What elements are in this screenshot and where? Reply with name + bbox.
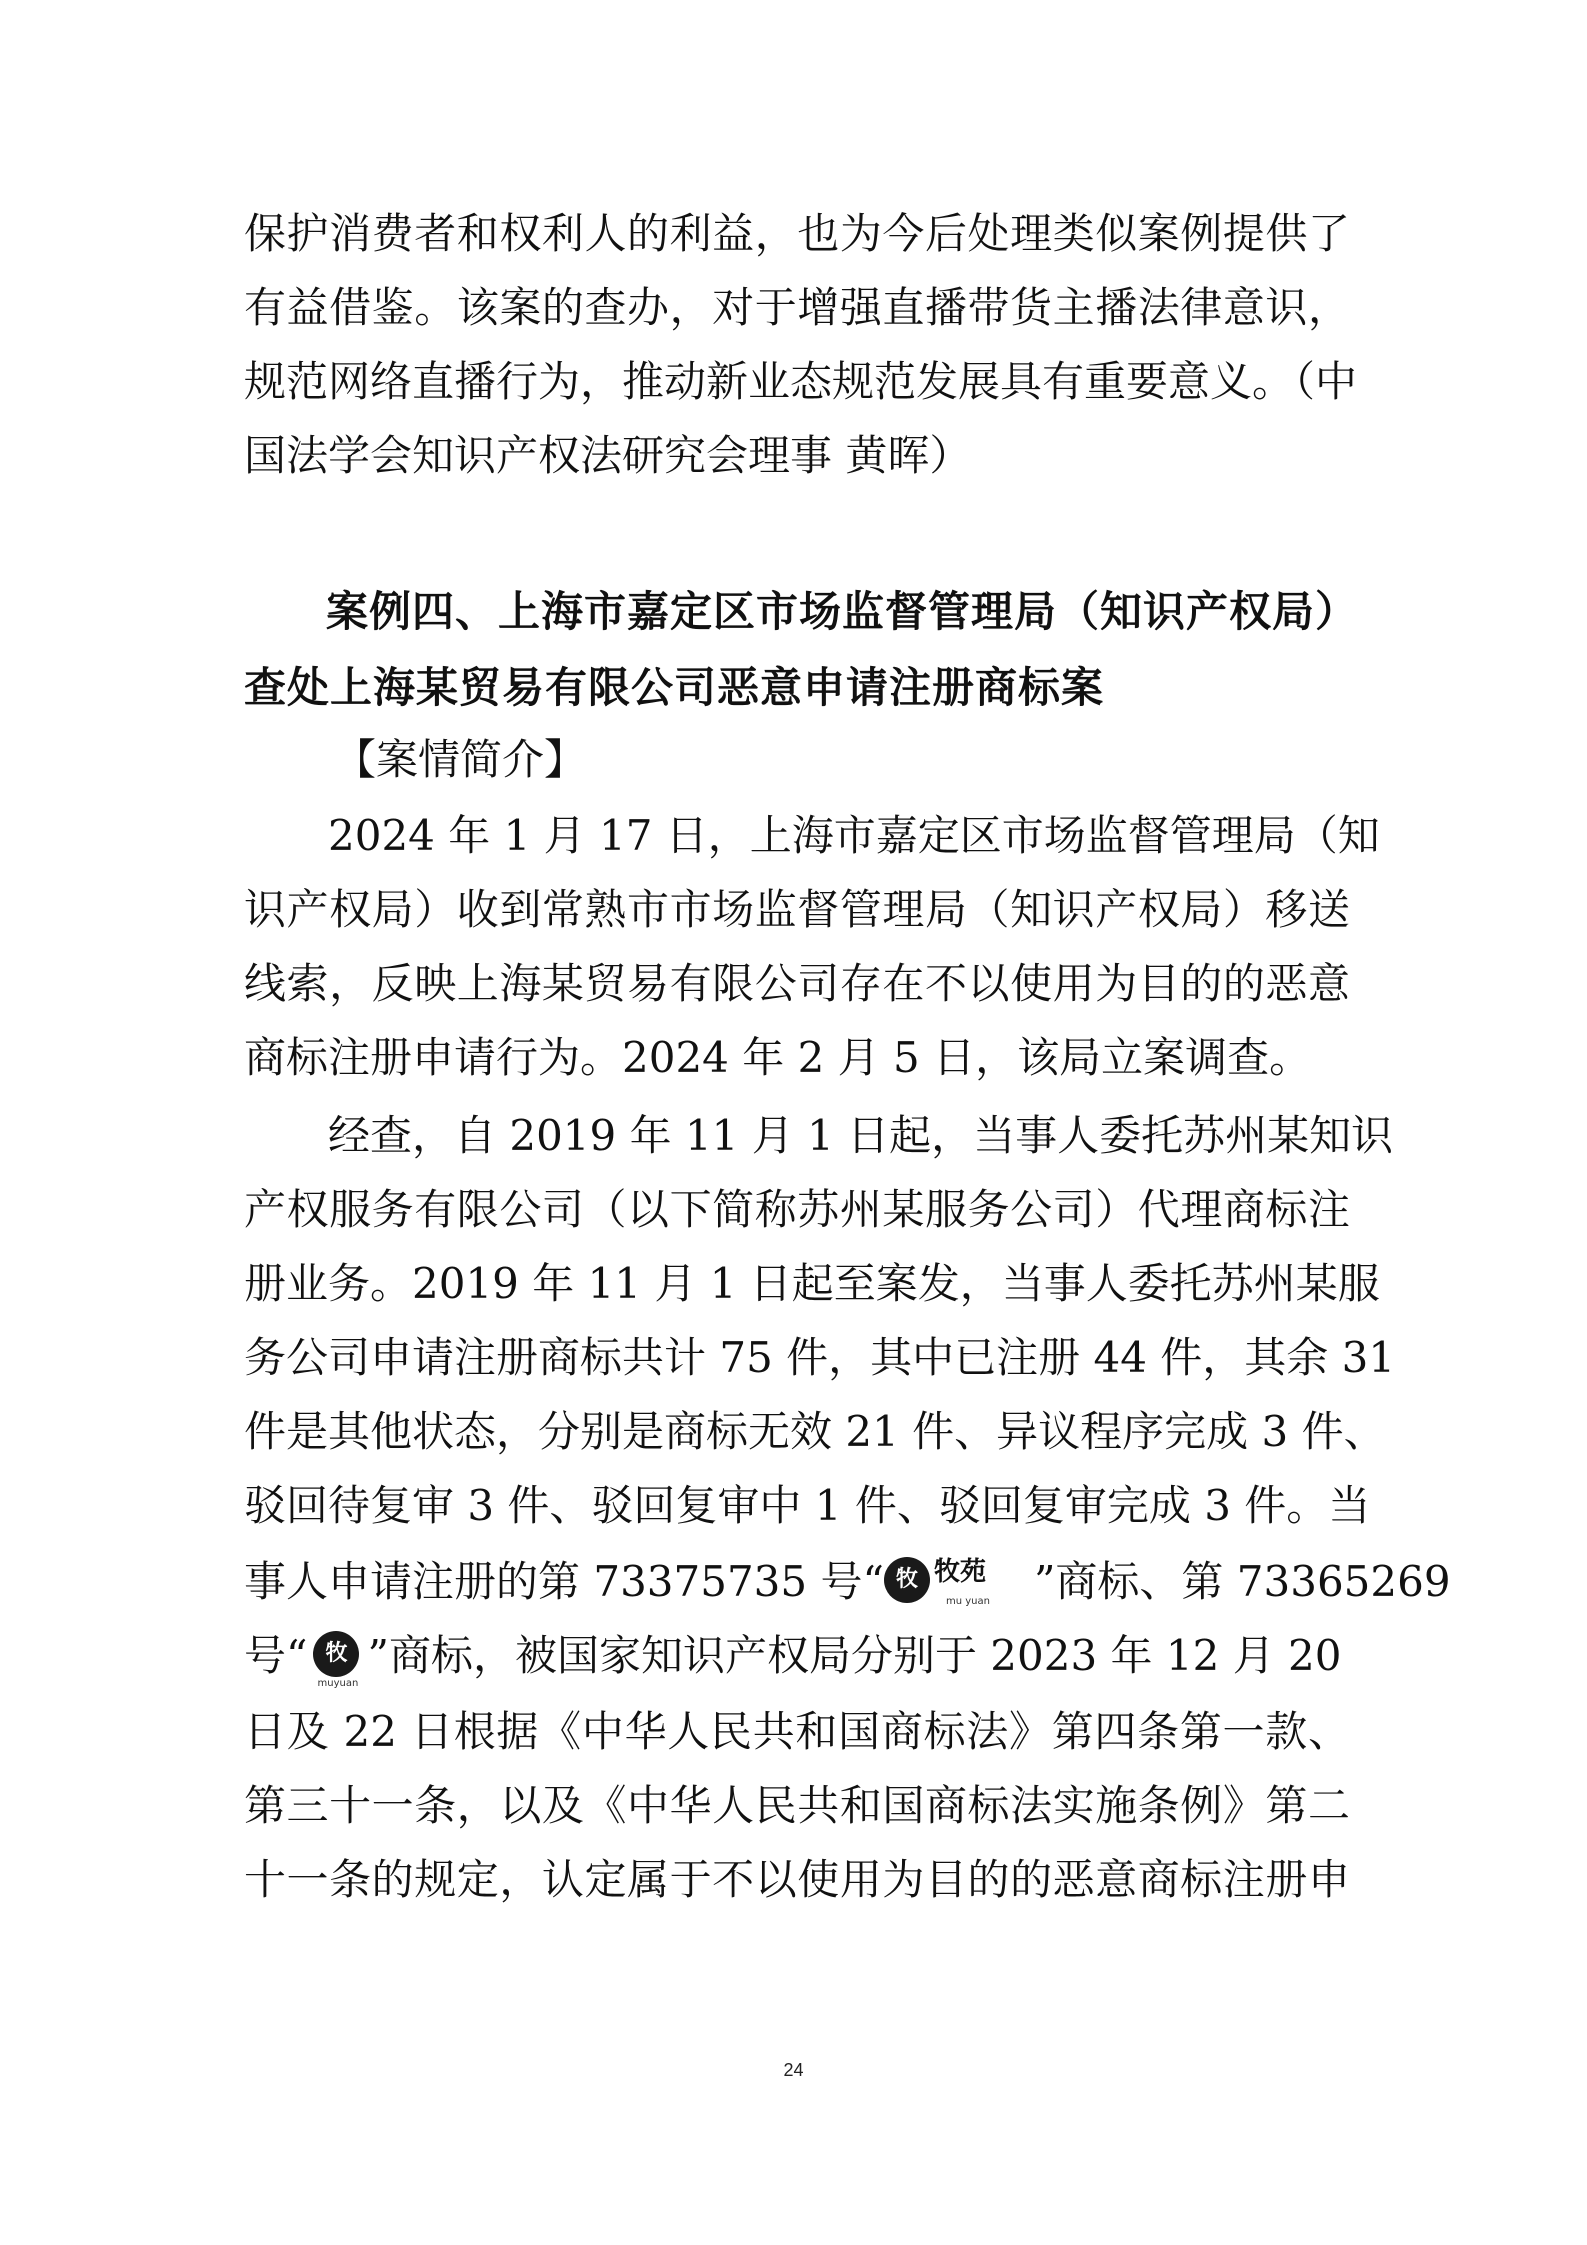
section-label: 【案情简介】 [334,735,587,784]
trademark-line-2-before: 号“ [244,1631,308,1680]
para2-line-2: 产权服务有限公司（以下简称苏州某服务公司）代理商标注 [244,1185,1350,1234]
mu-seal-icon: 牧 [313,1631,359,1677]
para1-line-4: 商标注册申请行为。2024 年 2 月 5 日，该局立案调查。 [244,1033,1312,1082]
para2-line-3: 册业务。2019 年 11 月 1 日起至案发，当事人委托苏州某服 [244,1259,1380,1308]
continuation-line-4: 国法学会知识产权法研究会理事 黄晖） [244,431,972,480]
para1-line-3: 线索，反映上海某贸易有限公司存在不以使用为目的的恶意 [244,959,1350,1008]
trademark-line-1-before: 事人申请注册的第 73375735 号“ [244,1557,884,1606]
trademark-line-2 [244,1626,1342,1689]
trademark-line-1-after: ”商标、第 73365269 [1033,1557,1451,1606]
mu-seal-icon: 牧 [884,1557,930,1603]
continuation-line-1: 保护消费者和权利人的利益，也为今后处理类似案例提供了 [244,209,1350,258]
para1-line-2: 识产权局）收到常熟市市场监督管理局（知识产权局）移送 [244,885,1350,934]
case-title-line-2: 查处上海某贸易有限公司恶意申请注册商标案 [244,663,1105,712]
trademark-logo-caption: muyuan [317,1678,359,1689]
para1-line-1: 2024 年 1 月 17 日，上海市嘉定区市场监督管理局（知 [328,811,1380,860]
page-number: 24 [783,2060,804,2080]
trademark-logo-caption: mu yuan [945,1596,990,1607]
continuation-line-2: 有益借鉴。该案的查办，对于增强直播带货主播法律意识， [244,283,1350,332]
trademark-line-1 [244,1552,1451,1612]
para2-end-line-2: 第三十一条，以及《中华人民共和国商标法实施条例》第二 [244,1781,1350,1830]
para2-end-line-3: 十一条的规定，认定属于不以使用为目的的恶意商标注册申 [244,1855,1350,1904]
trademark-line-2-after: ”商标，被国家知识产权局分别于 2023 年 12 月 20 [367,1631,1342,1680]
case-title-line-1: 案例四、上海市嘉定区市场监督管理局（知识产权局） [326,587,1359,636]
para2-line-5: 件是其他状态，分别是商标无效 21 件、异议程序完成 3 件、 [244,1407,1386,1456]
trademark-logo-word: 牧苑 [933,1557,986,1587]
para2-end-line-1: 日及 22 日根据《中华人民共和国商标法》第四条第一款、 [244,1707,1350,1756]
trademark-logo-mu [307,1631,367,1687]
para2-line-6: 驳回待复审 3 件、驳回复审中 1 件、驳回复审完成 3 件。当 [244,1481,1371,1530]
para2-line-4: 务公司申请注册商标共计 75 件，其中已注册 44 件，其余 31 [244,1333,1396,1382]
continuation-line-3: 规范网络直播行为，推动新业态规范发展具有重要意义。（中 [244,357,1358,406]
para2-line-1: 经查，自 2019 年 11 月 1 日起，当事人委托苏州某知识 [328,1111,1394,1160]
trademark-logo-muyuan [884,1557,1034,1613]
